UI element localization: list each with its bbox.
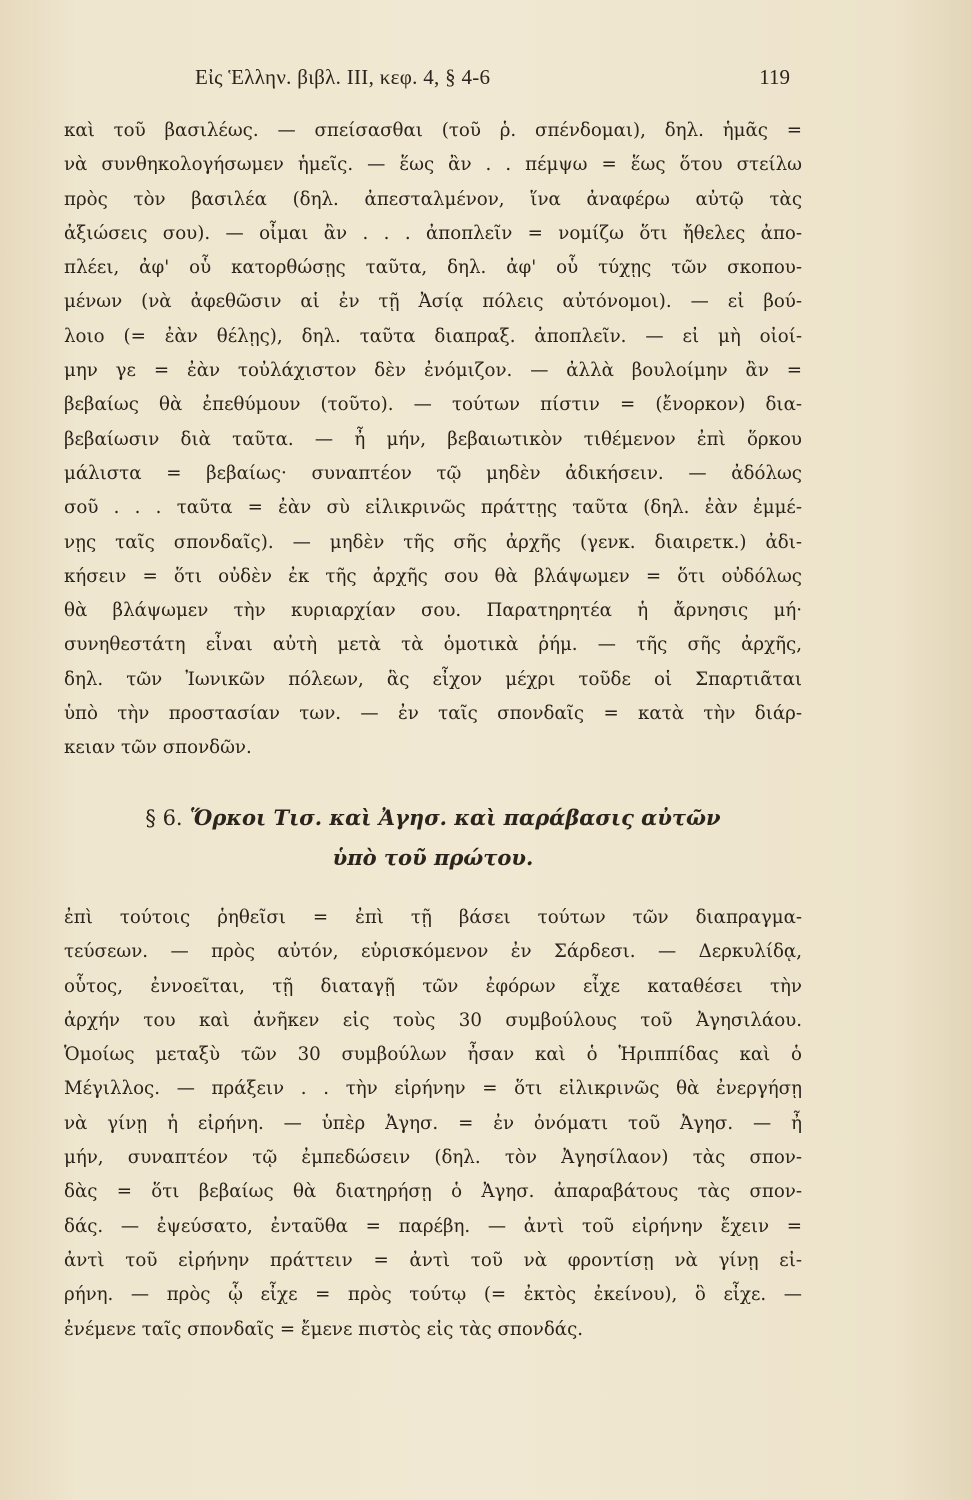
text-line: βεβαίωσιν διὰ ταῦτα. — ἦ μήν, βεβαιωτικὸν τιθέμενον ἐπὶ ὅρκου — [64, 428, 802, 450]
text-line: μήν, συναπτέον τῷ ἐμπεδώσειν (δηλ. τὸν Ἀγησίλαον) τὰς σπον- — [64, 1147, 802, 1169]
text-line: τεύσεων. — πρὸς αὐτόν, εὑρισκόμενον ἐν Σάρδεσι. — Δερκυλίδᾳ, — [64, 941, 802, 963]
text-line: δηλ. τῶν Ἰωνικῶν πόλεων, ἃς εἶχον μέχρι τοῦδε οἱ Σπαρτιᾶται — [64, 668, 802, 690]
text-line: πλέει, ἀφ' οὗ κατορθώσῃς ταῦτα, δηλ. ἀφ' οὗ τύχῃς τῶν σκοπου- — [64, 257, 802, 279]
text-line: δάς. — ἐψεύσατο, ἐνταῦθα = παρέβη. — ἀντὶ τοῦ εἰρήνην ἔχειν = — [64, 1215, 802, 1237]
text-line: μένων (νὰ ἀφεθῶσιν αἱ ἐν τῇ Ἀσίᾳ πόλεις αὐτόνομοι). — εἰ βού- — [64, 291, 802, 313]
text-line: λοιο (= ἐὰν θέλῃς), δηλ. ταῦτα διαπραξ. ἀποπλεῖν. — εἰ μὴ οἰοί- — [64, 325, 802, 347]
text-line: μάλιστα = βεβαίως· συναπτέον τῷ μηδὲν ἀδικήσειν. — ἀδόλως — [64, 462, 802, 484]
commentary-paragraph — [64, 114, 802, 766]
text-line: ἐνέμενε ταῖς σπονδαῖς = ἔμενε πιστὸς εἰς τὰς σπονδάς. — [64, 1318, 584, 1340]
section-heading — [64, 801, 802, 835]
text-line: κειαν τῶν σπονδῶν. — [64, 737, 252, 759]
text-line: πρὸς τὸν βασιλέα (δηλ. ἀπεσταλμένον, ἵνα ἀναφέρω αὐτῷ τὰς — [64, 188, 802, 210]
text-line: ἀντὶ τοῦ εἰρήνην πράττειν = ἀντὶ τοῦ νὰ φροντίσῃ νὰ γίνῃ εἰ- — [64, 1249, 802, 1271]
text-line: οὗτος, ἐννοεῖται, τῇ διαταγῇ τῶν ἐφόρων εἶχε καταθέσει τὴν — [64, 975, 802, 997]
text-line: θὰ βλάψωμεν τὴν κυριαρχίαν σου. Παρατηρητέα ἡ ἄρνησις μή· — [64, 600, 802, 622]
section-heading-continued — [64, 841, 802, 875]
running-header — [195, 60, 790, 94]
text-line: νὰ συνθηκολογήσωμεν ἡμεῖς. — ἕως ἂν . . πέμψω = ἕως ὅτου στείλω — [64, 154, 802, 176]
text-line: ὑπὸ τὴν προστασίαν των. — ἐν ταῖς σπονδαῖς = κατὰ τὴν διάρ- — [64, 703, 802, 725]
text-line: βεβαίως θὰ ἐπεθύμουν (τοῦτο). — τούτων πίστιν = (ἔνορκον) δια- — [64, 394, 802, 416]
text-line: ἀρχήν του καὶ ἀνῆκεν εἰς τοὺς 30 συμβούλους τοῦ Ἀγησιλάου. — [64, 1009, 802, 1031]
text-line: ἀξιώσεις σου). — οἶμαι ἂν . . . ἀποπλεῖν = νομίζω ὅτι ἤθελες ἀπο- — [64, 222, 802, 244]
text-line: νῃς ταῖς σπονδαῖς). — μηδὲν τῆς σῆς ἀρχῆς (γενκ. διαιρετκ.) ἀδι- — [64, 531, 802, 553]
text-line: συνηθεστάτη εἶναι αὐτὴ μετὰ τὰ ὁμοτικὰ ῥήμ. — τῆς σῆς ἀρχῆς, — [64, 634, 802, 656]
section-paragraph — [64, 901, 802, 1347]
text-line: ἐπὶ τούτοις ῥηθεῖσι = ἐπὶ τῇ βάσει τούτων τῶν διαπραγμα- — [64, 907, 802, 928]
header-title: Εἰς Ἑλλην. βιβλ. ΙΙΙ, κεφ. 4, § 4-6 — [195, 64, 491, 89]
page-number: 119 — [759, 64, 790, 89]
text-line: Μέγιλλος. — πράξειν . . τὴν εἰρήνην = ὅτι εἰλικρινῶς θὰ ἐνεργήσῃ — [64, 1078, 802, 1100]
text-line: μην γε = ἐὰν τοὐλάχιστον δὲν ἐνόμιζον. — ἀλλὰ βουλοίμην ἂν = — [64, 360, 802, 382]
text-line: κήσειν = ὅτι οὐδὲν ἐκ τῆς ἀρχῆς σου θὰ βλάψωμεν = ὅτι οὐδόλως — [64, 565, 802, 587]
section-title-line-2: ὑπὸ τοῦ πρώτου. — [332, 845, 534, 870]
text-line: σοῦ . . . ταῦτα = ἐὰν σὺ εἰλικρινῶς πράττῃς ταῦτα (δηλ. ἐὰν ἐμμέ- — [64, 497, 802, 519]
section-number: § 6. — [145, 806, 183, 830]
section-title-line-1: Ὅρκοι Τισ. καὶ Ἀγησ. καὶ παράβασις αὐτῶν — [189, 805, 721, 830]
text-line: ρήνη. — πρὸς ᾧ εἶχε = πρὸς τούτῳ (= ἐκτὸς ἐκείνου), ὃ εἶχε. — — [64, 1284, 802, 1306]
text-line: νὰ γίνῃ ἡ εἰρήνη. — ὑπὲρ Ἀγησ. = ἐν ὀνόματι τοῦ Ἀγησ. — ἦ — [64, 1112, 802, 1134]
text-line: Ὁμοίως μεταξὺ τῶν 30 συμβούλων ἦσαν καὶ ὁ Ἡριππίδας καὶ ὁ — [64, 1044, 802, 1066]
text-line: δὰς = ὅτι βεβαίως θὰ διατηρήσῃ ὁ Ἀγησ. ἀπαραβάτους τὰς σπον- — [64, 1181, 802, 1203]
text-line: καὶ τοῦ βασιλέως. — σπείσασθαι (τοῦ ῥ. σπένδομαι), δηλ. ἡμᾶς = — [64, 120, 802, 141]
